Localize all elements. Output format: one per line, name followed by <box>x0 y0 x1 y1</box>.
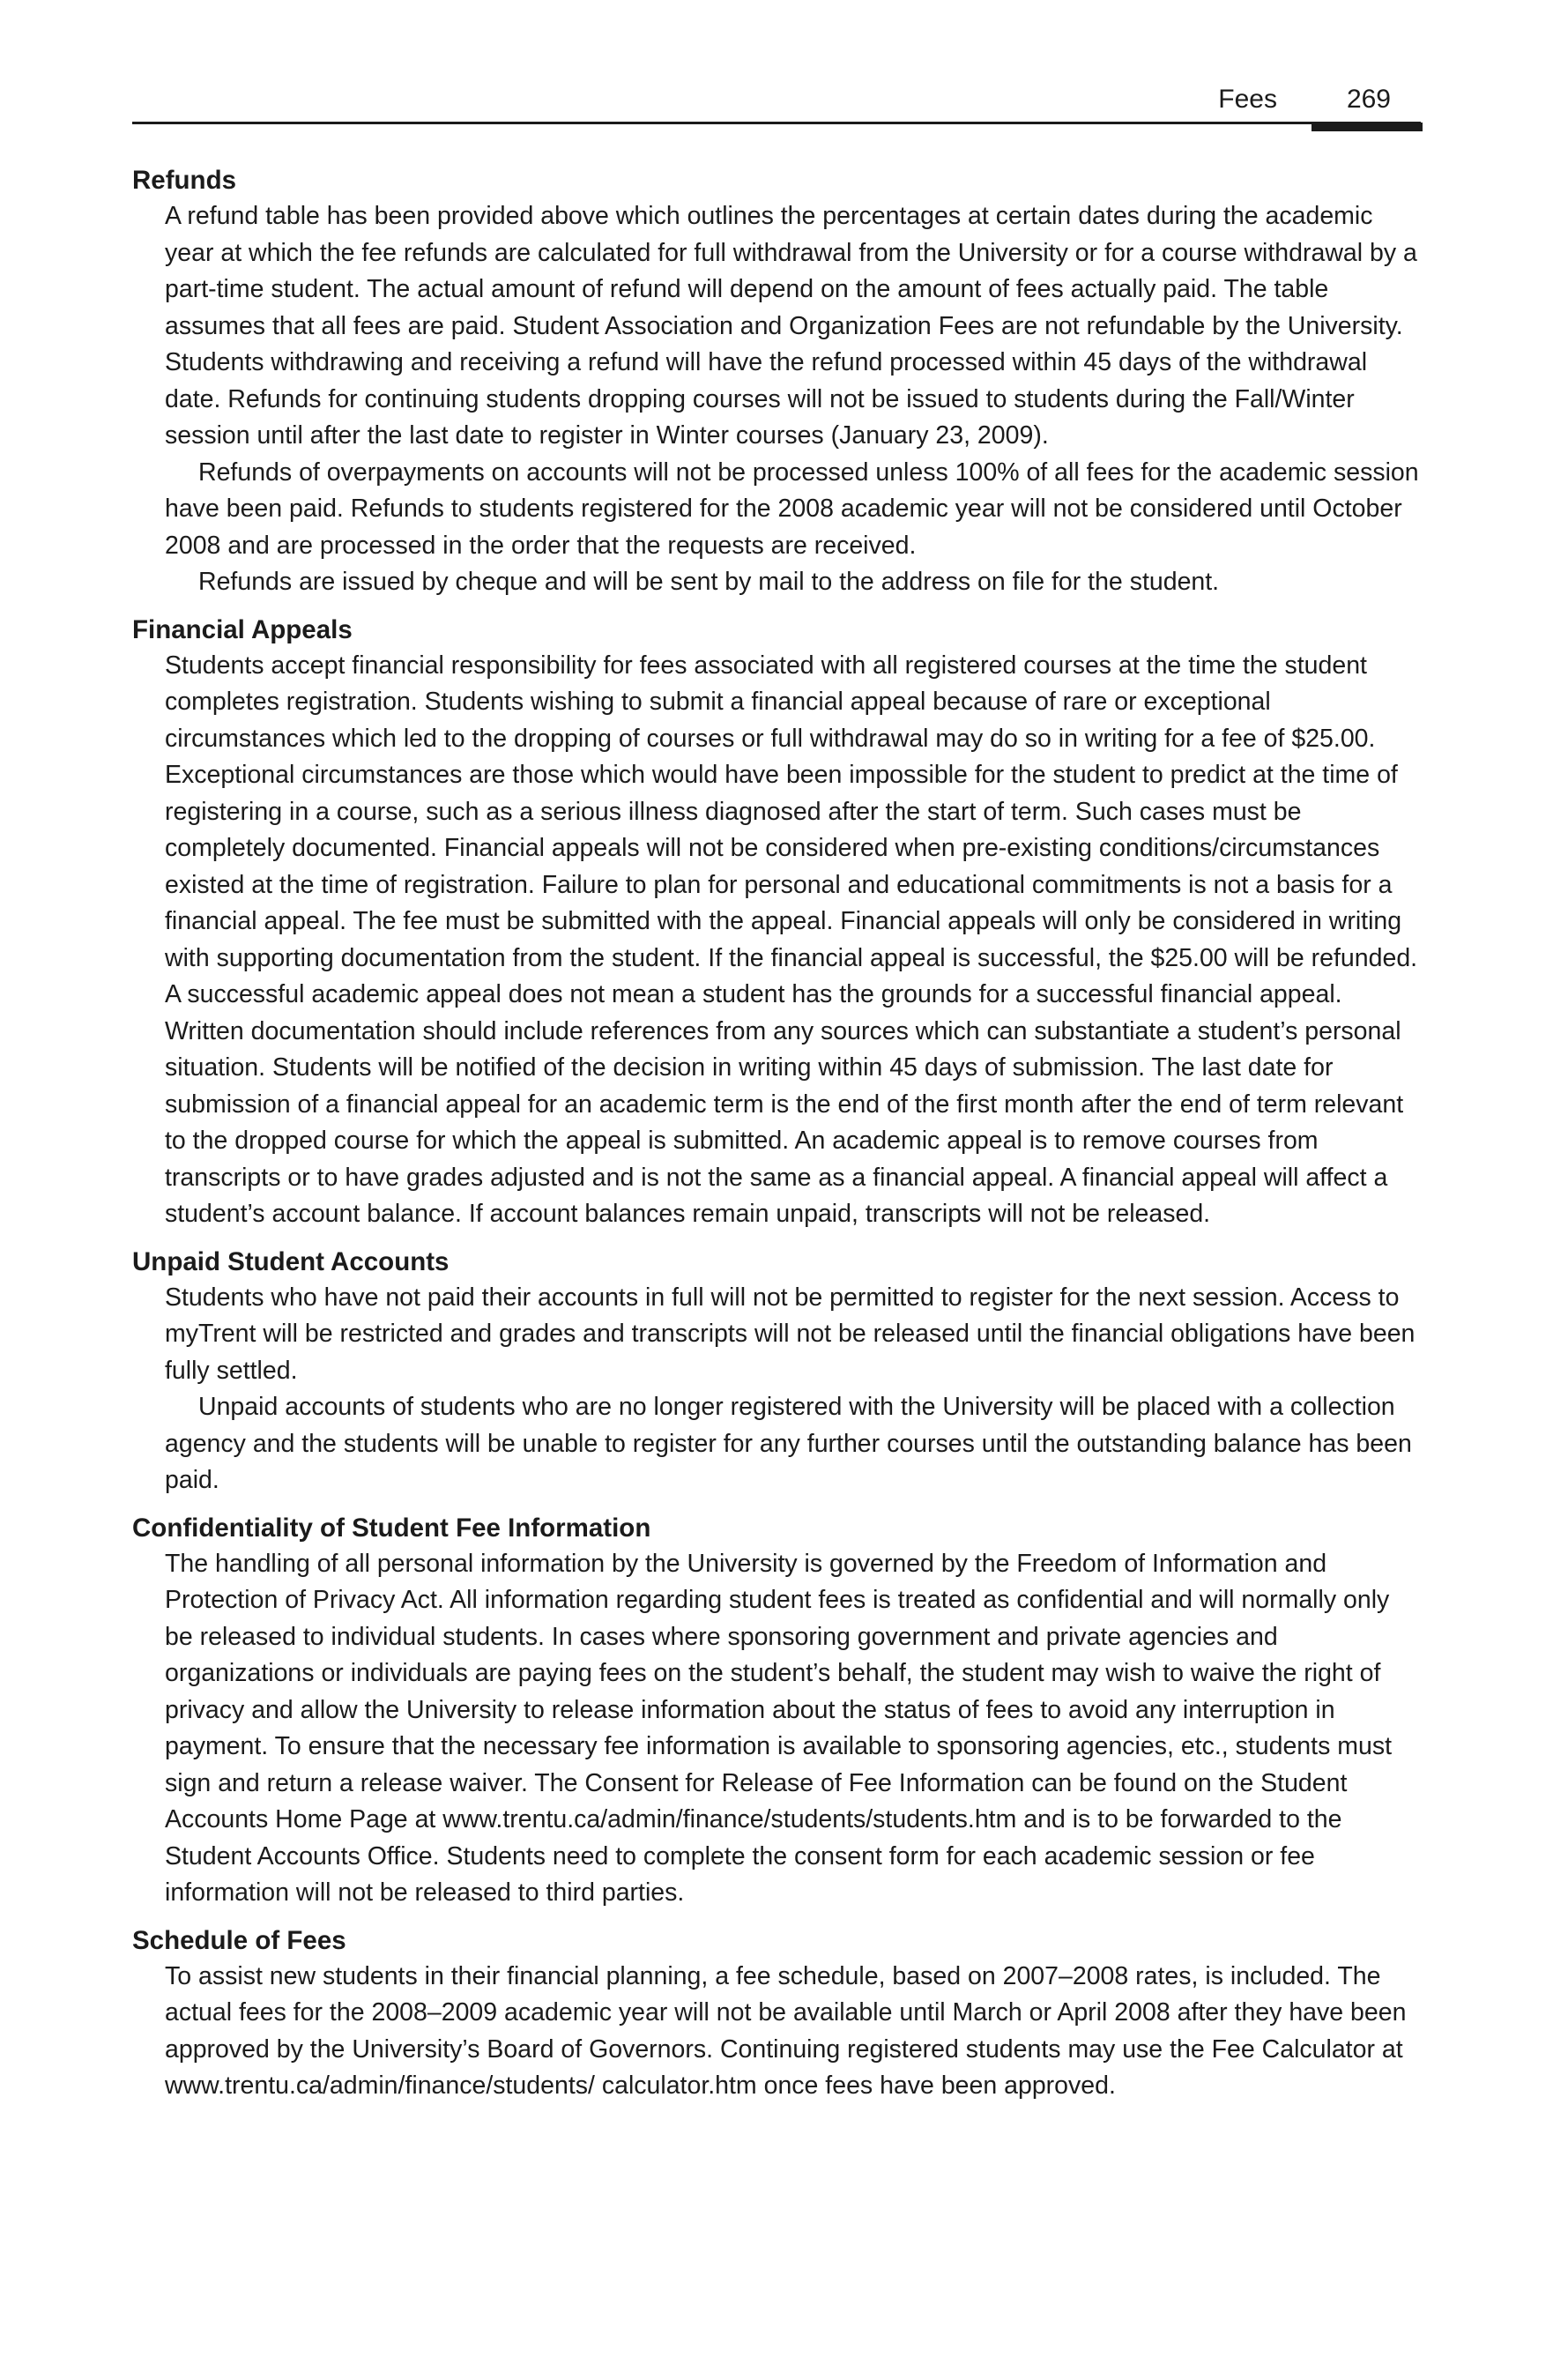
page-content <box>132 162 1423 2116</box>
section-heading: Financial Appeals <box>132 614 353 644</box>
section-confidentiality <box>132 1510 1423 1912</box>
paragraph: A refund table has been provided above which outlines the percentages at certain dates during the academic year at which the fee refunds are calculated for full withdrawal from the University or for a course withdrawal by a part-time student. The actual amount of refund will depend on the amount of fees actually paid. The table assumes that all fees are paid. Student Association and Organization Fees are not refundable by the University. Students withdrawing and receiving a refund will have the refund processed within 45 days of the withdrawal date. Refunds for continuing students dropping courses will not be issued to students during the Fall/Winter session until after the last date to register in Winter courses (January 23, 2009). <box>165 202 1417 450</box>
paragraph: Refunds are issued by cheque and will be sent by mail to the address on file for the student. <box>198 568 1220 596</box>
paragraph: Students who have not paid their accounts in full will not be permitted to register for the next session. Access to myTrent will be restricted and grades and transcripts will not be released until the financial obligations have been fully settled. <box>165 1283 1416 1385</box>
paragraph: To assist new students in their financial planning, a fee schedule, based on 2007–2008 rates, is included. The actual fees for the 2008–2009 academic year will not be available until March or April 2008 after they have been approved by the University’s Board of Governors. Continuing registered students may use the Fee Calculator at www.trentu.ca/admin/finance/students/ calculator.htm once fees have been approved. <box>165 1961 1407 2100</box>
section-refunds <box>132 162 1423 601</box>
running-header <box>132 78 1421 125</box>
paragraph: Unpaid accounts of students who are no longer registered with the University will be placed with a collection agency and the students will be unable to register for any further courses until the outstanding balance has been paid. <box>165 1393 1412 1494</box>
header-tab-bar <box>1312 123 1423 131</box>
paragraph: Refunds of overpayments on accounts will not be processed unless 100% of all fees for the academic session have been paid. Refunds to students registered for the 2008 academic year will not be considered until October 2008 and are processed in the order that the requests are received. <box>165 457 1419 560</box>
page-number: 269 <box>1346 85 1391 114</box>
section-heading: Refunds <box>132 166 236 195</box>
header-section-title: Fees <box>1218 85 1277 114</box>
paragraph: The handling of all personal information by the University is governed by the Freedom of Information and Protection of Privacy Act. All information regarding student fees is treated as confidential and will normally only be released to individual students. In cases where sponsoring government and private agencies and organizations or individuals are paying fees on the student’s behalf, the student may wish to waive the right of privacy and allow the University to release information about the status of fees to avoid any interruption in payment. To ensure that the necessary fee information is available to sponsoring agencies, etc., students must sign and return a release waiver. The Consent for Release of Fee Information can be found on the Student Accounts Home Page at www.trentu.ca/admin/finance/students/students.htm and is to be forwarded to the Student Accounts Office. Students need to complete the consent form for each academic session or fee information will not be released to third parties. <box>165 1549 1393 1907</box>
section-heading: Unpaid Student Accounts <box>132 1246 450 1276</box>
section-heading: Confidentiality of Student Fee Information <box>132 1513 651 1543</box>
section-schedule-of-fees <box>132 1923 1423 2105</box>
section-financial-appeals <box>132 612 1423 1233</box>
header-rule <box>132 122 1421 124</box>
section-heading: Schedule of Fees <box>132 1925 346 1955</box>
section-unpaid-student-accounts <box>132 1244 1423 1499</box>
paragraph: Students accept financial responsibility for fees associated with all registered courses at the time the student completes registration. Students wishing to submit a financial appeal because of rare or exceptional circumstances which led to the dropping of courses or full withdrawal may do so in writing for a fee of $25.00. Exceptional circumstances are those which would have been impossible for the student to predict at the time of registering in a course, such as a serious illness diagnosed after the start of term. Such cases must be completely documented. Financial appeals will not be considered when pre-existing conditions/circumstances existed at the time of registration. Failure to plan for personal and educational commitments is not a basis for a financial appeal. The fee must be submitted with the appeal. Financial appeals will only be considered in writing with supporting documentation from the student. If the financial appeal is successful, the $25.00 will be refunded. A successful academic appeal does not mean a student has the grounds for a successful financial appeal. Written documentation should include references from any sources which can substantiate a student’s personal situation. Students will be notified of the decision in writing within 45 days of submission. The last date for submission of a financial appeal for an academic term is the end of the first month after the end of term relevant to the dropped course for which the appeal is submitted. An academic appeal is to remove courses from transcripts or to have grades adjusted and is not the same as a financial appeal. A financial appeal will affect a student’s account balance. If account balances remain unpaid, transcripts will not be released. <box>165 651 1418 1228</box>
